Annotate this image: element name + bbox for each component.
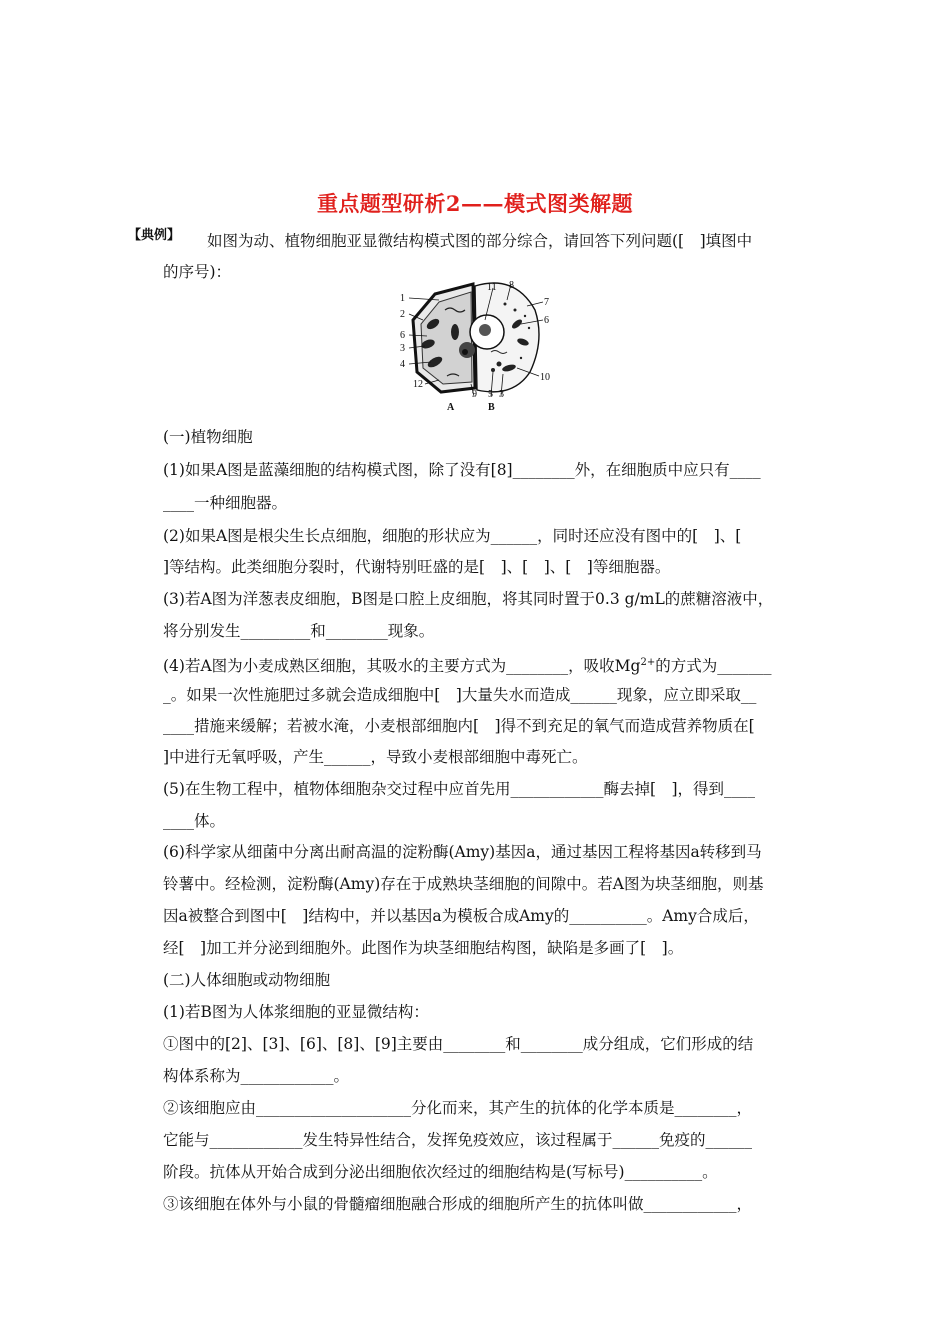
label-part-b: B [488,402,495,413]
subquestion-2-line-1: ②该细胞应由____________________分化而来，其产生的抗体的化学本质是________， [163,1099,753,1117]
subquestion-2-line-2: 它能与____________发生特异性结合，发挥免疫效应，该过程属于______免疫的______ [163,1131,753,1149]
question-3-line-1: (3)若A图为洋葱表皮细胞，B图是口腔上皮细胞，将其同时置于0.3 g/mL的蔗糖溶液中， [163,590,774,608]
question-4-line-2: _。如果一次性施肥过多就会造成细胞中[ ]大量失水而造成______现象，应立即采取__ [163,686,757,704]
label-1: 1 [400,293,405,304]
subquestion-2-line-3: 阶段。抗体从开始合成到分泌出细胞依次经过的细胞结构是(写标号)__________。 [163,1163,718,1181]
question-4-line-1 [163,653,818,676]
question-6-line-2: 铃薯中。经检测，淀粉酶(Amy)存在于成熟块茎细胞的间隙中。若A图为块茎细胞，则基 [163,875,764,893]
question-1-line-1: (1)如果A图是蓝藻细胞的结构模式图，除了没有[8]________外，在细胞质中应只有____ [163,461,761,479]
label-7: 7 [544,297,549,308]
label-part-a: A [447,402,455,413]
question-2-line-1: (2)如果A图是根尖生长点细胞，细胞的形状应为______，同时还应没有图中的[ ]、[ [163,527,742,545]
question-5-line-1: (5)在生物工程中，植物体细胞杂交过程中应首先用____________酶去掉[ ]，得到____ [163,780,756,798]
label-10: 10 [540,372,550,383]
subquestion-1-line-1: ①图中的[2]、[3]、[6]、[8]、[9]主要由________和________成分组成，它们形成的结 [163,1035,754,1053]
page-title: 重点题型研析2——模式图类解题 [316,191,634,216]
plant-cell-half [413,284,475,392]
animal-question-1: (1)若B图为人体浆细胞的亚显微结构： [163,1003,429,1021]
intro-line-1: 如图为动、植物细胞亚显微结构模式图的部分综合，请回答下列问题([ ]填图中 [207,232,753,250]
question-5-line-2: ____体。 [163,812,226,830]
mg-superscript: 2+ [640,657,656,668]
subquestion-3-line-1: ③该细胞在体外与小鼠的骨髓瘤细胞融合形成的细胞所产生的抗体叫做____________， [163,1195,753,1213]
question-2-line-2: ]等结构。此类细胞分裂时，代谢特别旺盛的是[ ]、[ ]、[ ]等细胞器。 [163,558,671,576]
label-6-left: 6 [400,330,405,341]
animal-cell-half [470,283,539,392]
label-4: 4 [400,359,405,370]
label-3-left: 3 [400,343,405,354]
question-6-line-4: 经[ ]加工并分泌到细胞外。此图作为块茎细胞结构图，缺陷是多画了[ ]。 [163,939,684,957]
label-8: 8 [509,280,514,291]
label-3-bottom: 3 [499,389,504,400]
label-12: 12 [413,379,423,390]
question-6-line-1: (6)科学家从细菌中分离出耐高温的淀粉酶(Amy)基因a，通过基因工程将基因a转移到马 [163,843,762,861]
question-6-line-3: 因a被整合到图中[ ]结构中，并以基因a为模板合成Amy的__________。Amy合成后， [163,907,759,925]
label-9: 9 [472,389,477,400]
label-5: 5 [488,389,493,400]
intro-line-2: 的序号)： [163,263,232,281]
section-plant-heading: (一)植物细胞 [163,428,253,446]
question-4-line-1-tail: 的方式为_______ [655,657,772,676]
question-4-line-4: ]中进行无氧呼吸，产生______，导致小麦根部细胞中毒死亡。 [163,748,588,766]
label-6-right: 6 [544,315,549,326]
cell-diagram [395,280,560,415]
question-1-line-2: ____一种细胞器。 [163,494,288,512]
question-4-line-3: ____措施来缓解；若被水淹，小麦根部细胞内[ ]得不到充足的氧气而造成营养物质在[ [163,717,755,735]
question-4-line-1-text: (4)若A图为小麦成熟区细胞，其吸水的主要方式为________，吸收Mg [163,657,641,676]
section-animal-heading: (二)人体细胞或动物细胞 [163,971,331,989]
label-2: 2 [400,309,405,320]
label-11: 11 [487,282,497,293]
example-tag: 【典例】 [128,228,181,243]
question-3-line-2: 将分别发生_________和________现象。 [163,622,435,640]
subquestion-1-line-2: 构体系称为____________。 [163,1067,350,1085]
